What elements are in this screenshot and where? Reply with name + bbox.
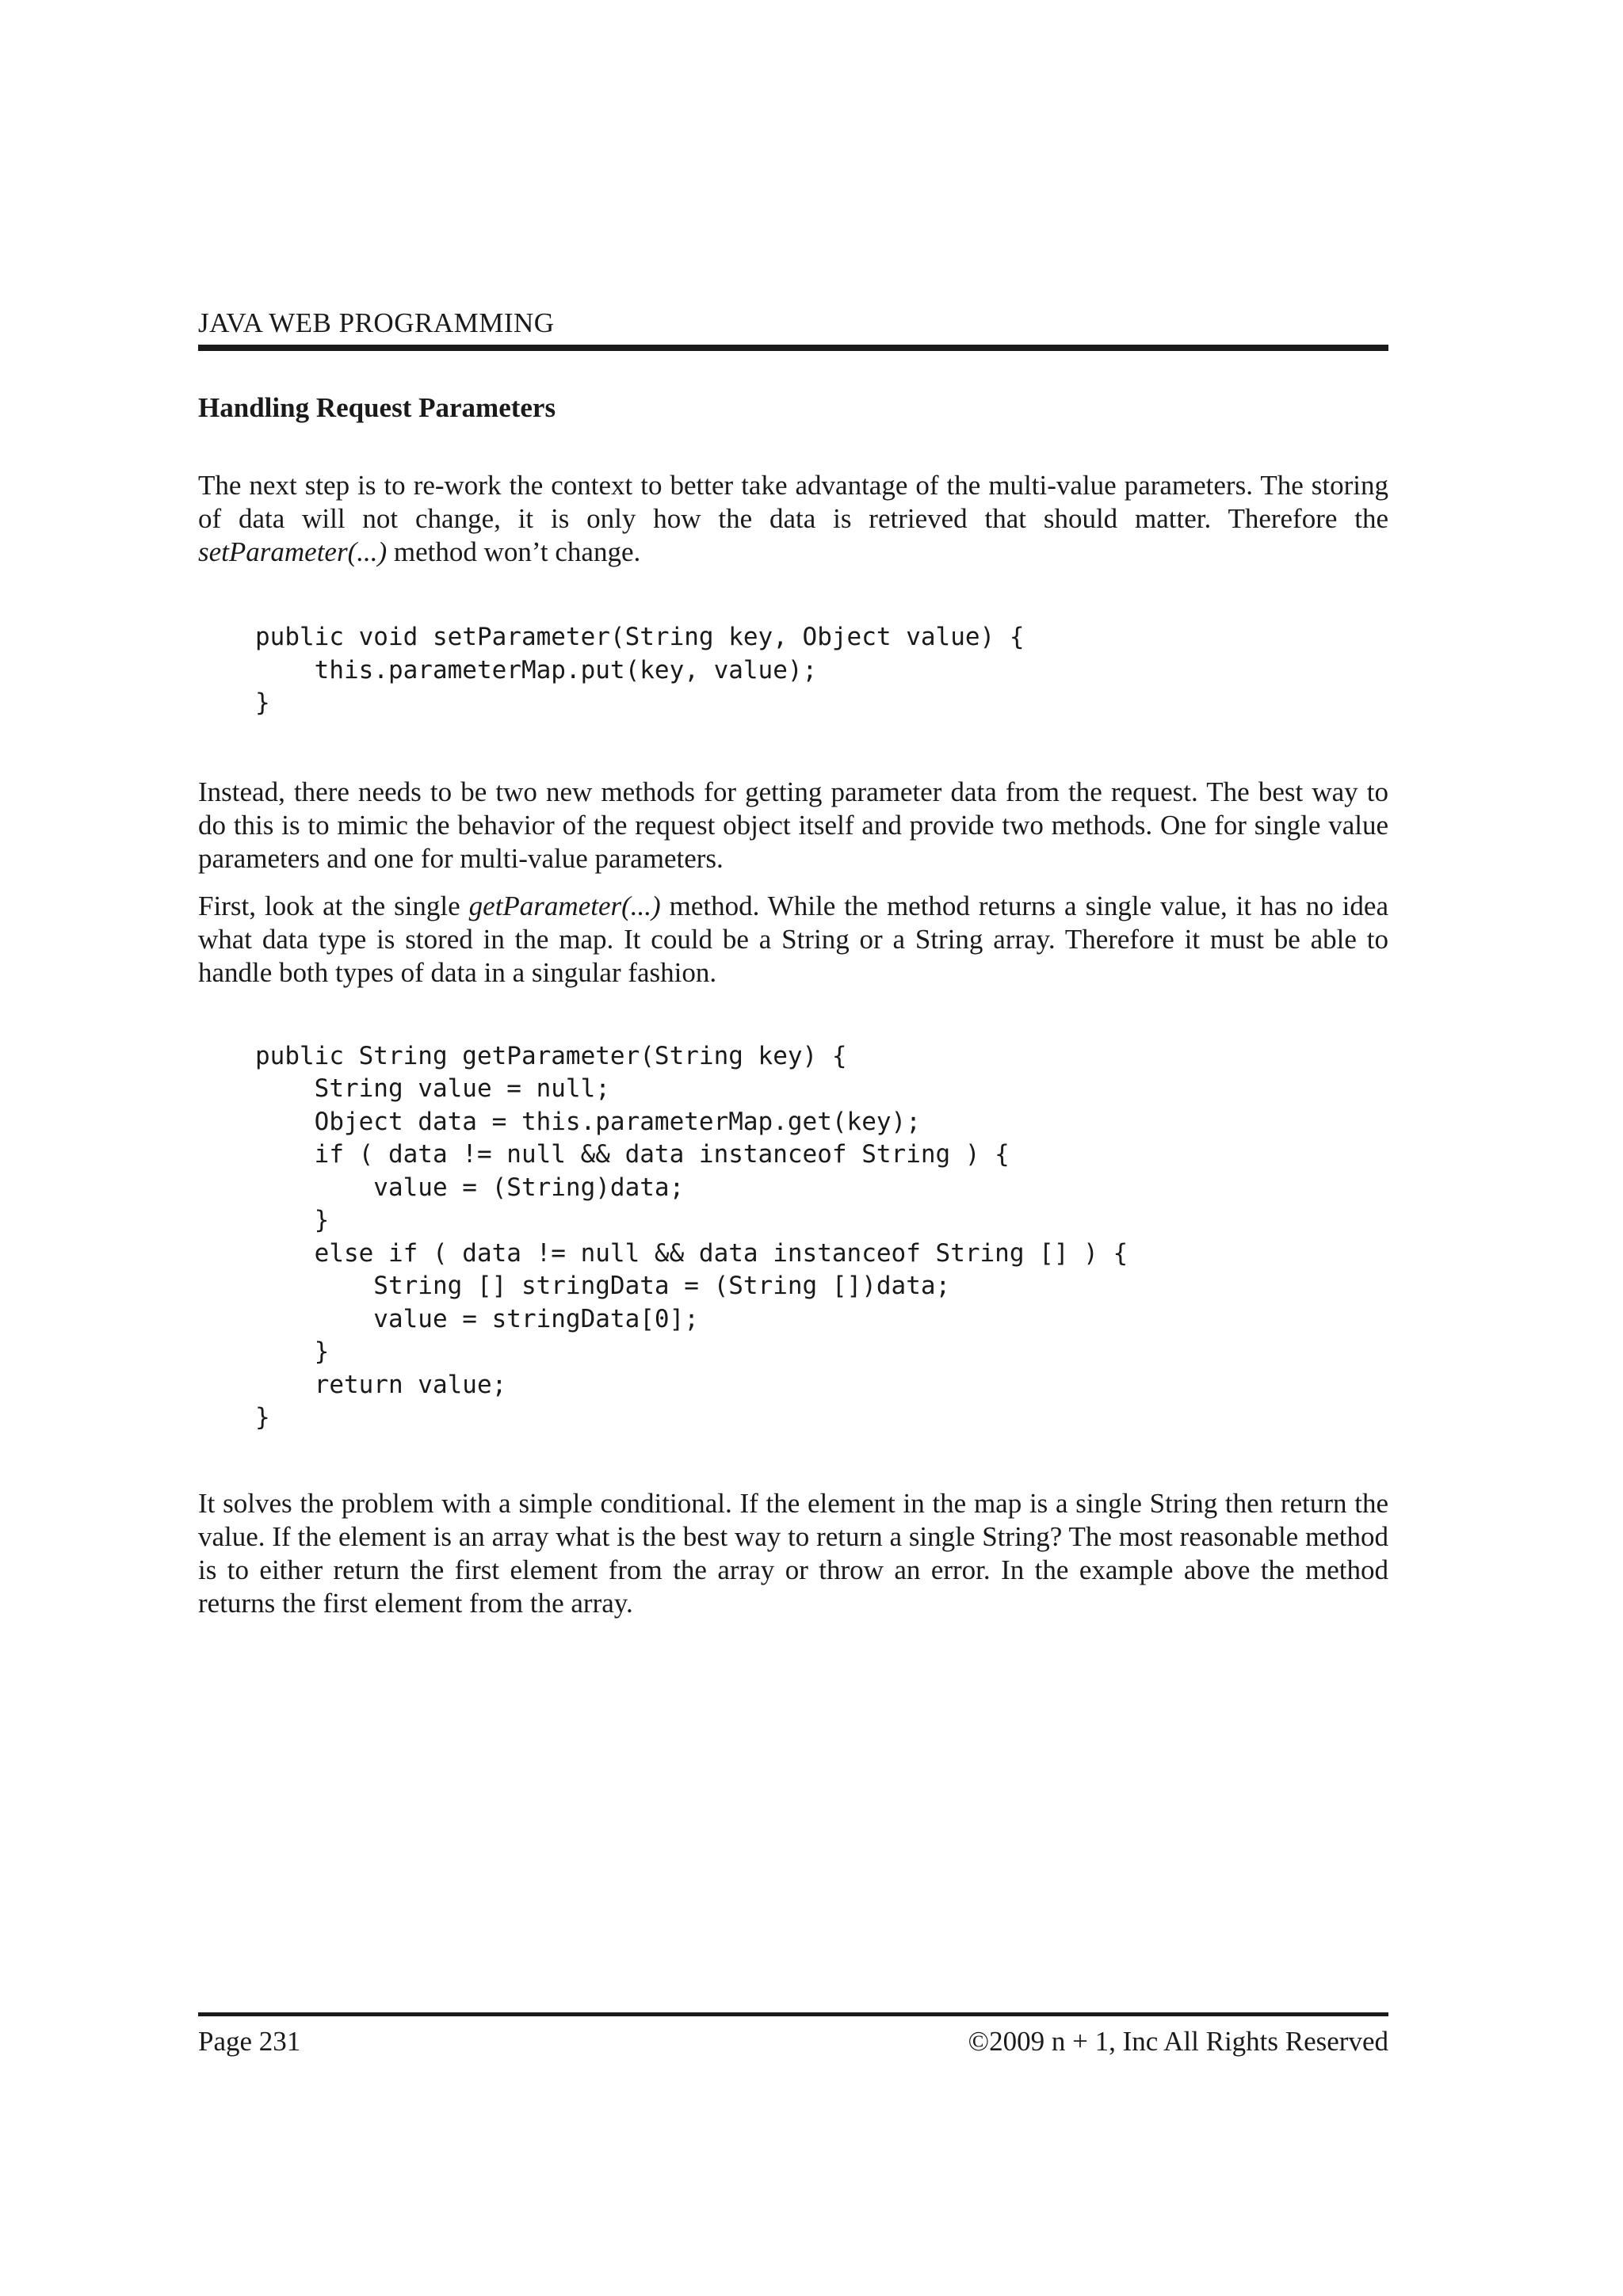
code-block-getparameter: public String getParameter(String key) { String value = null; Object data = this.parameterMap.get(key); if ( data != null && data instanceof String ) { value = (String)data; } else if ( data != null && data instanceof String [] ) { String [] stringData = (String [])data; value = stringData[0]; } return value; } xyxy=(255,1041,1128,1432)
paragraph-conclusion: It solves the problem with a simple conditional. If the element in the map is a single String then return the value. If the element is an array what is the best way to return a single String? The most reasonable method is to either return the first element from the array or throw an error. In the example above the method returns the first element from the array. xyxy=(198,1487,1388,1619)
paragraph-getparameter xyxy=(198,890,1388,990)
paragraph-intro-text-a: The next step is to re-work the context to better take advantage of the multi-value parameters. The storing of data will not change, it is only how the data is retrieved that should matter. Therefore the xyxy=(198,470,1388,534)
section-title: Handling Request Parameters xyxy=(198,392,556,423)
method-name-setparameter: setParameter(...) xyxy=(198,536,388,567)
code-block-setparameter: public void setParameter(String key, Object value) { this.parameterMap.put(key, value); } xyxy=(255,623,1025,717)
copyright-notice: ©2009 n + 1, Inc All Rights Reserved xyxy=(968,2026,1388,2057)
paragraph-getparameter-text-a: First, look at the single xyxy=(198,890,469,921)
paragraph-getparameter-text-b: method. While the method returns a single value, it has no idea what data type is stored in the map. It could be a String or a String array. Therefore it must be able to handle both types of data in a singular fashion. xyxy=(198,890,1388,988)
page-number: Page 231 xyxy=(198,2026,301,2057)
paragraph-intro-text-b: method won’t change. xyxy=(387,536,641,567)
paragraph-two-methods: Instead, there needs to be two new methods for getting parameter data from the request. The best way to do this is to mimic the behavior of the request object itself and provide two methods. One for single value parameters and one for multi-value parameters. xyxy=(198,776,1388,874)
running-footer xyxy=(198,2012,1388,2059)
paragraph-intro xyxy=(198,469,1388,569)
page-body xyxy=(198,307,1388,1620)
running-header: JAVA WEB PROGRAMMING xyxy=(198,307,1388,351)
method-name-getparameter: getParameter(...) xyxy=(468,890,661,921)
